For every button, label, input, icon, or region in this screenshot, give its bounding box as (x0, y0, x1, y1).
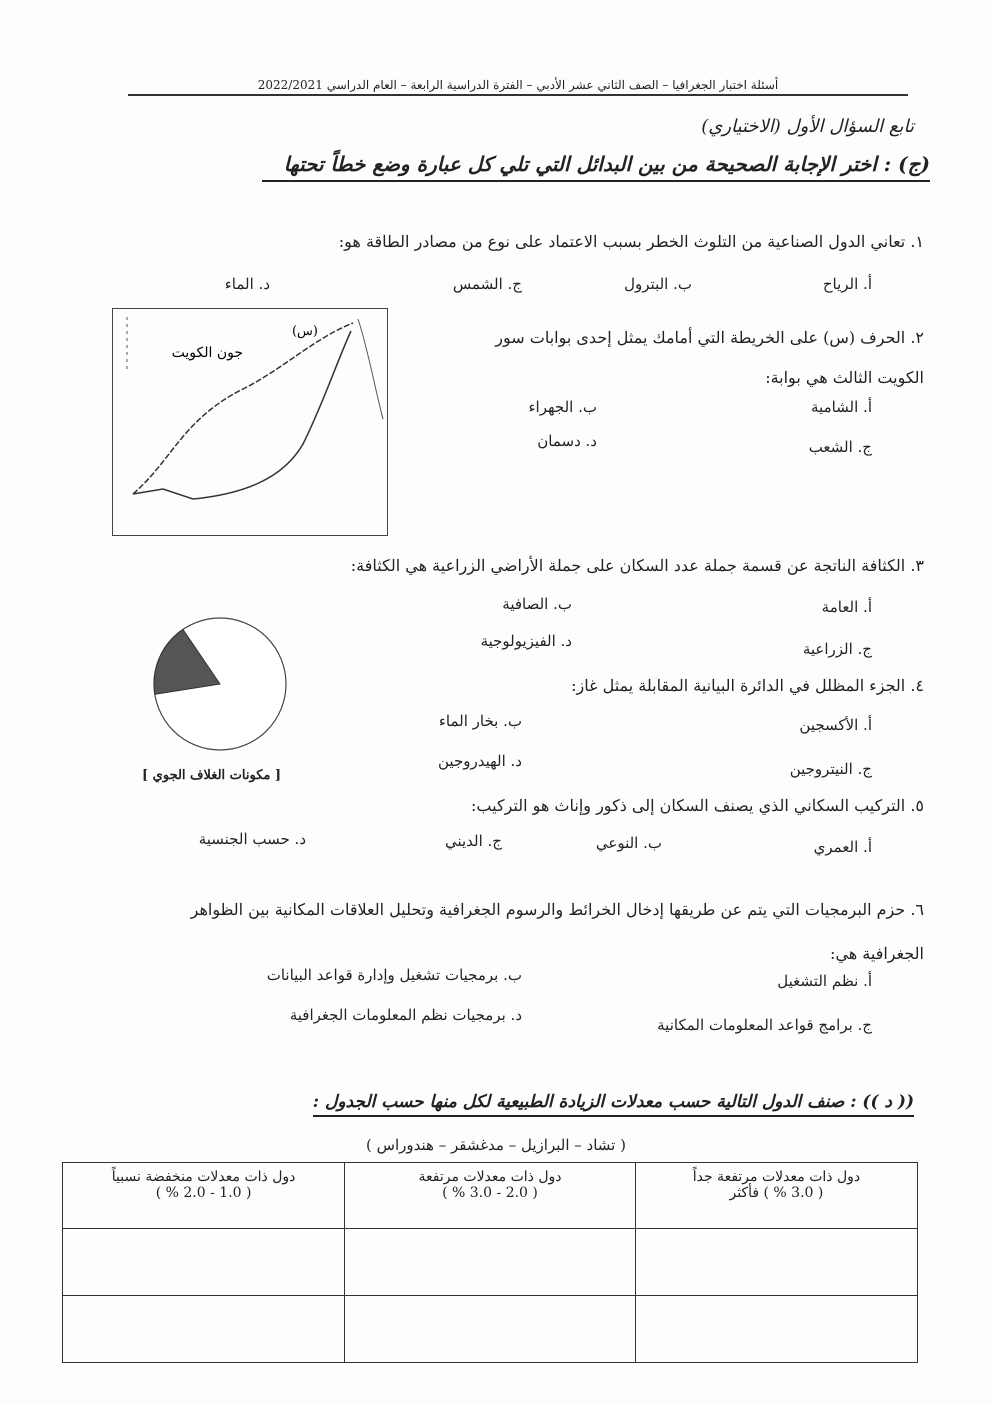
answer-cell[interactable] (63, 1229, 345, 1296)
q6-option-a[interactable]: أ. نظم التشغيل (777, 972, 872, 990)
question-3: ٣. الكثافة الناتجة عن قسمة جملة عدد السكان على جملة الأراضي الزراعية هي الكثافة: (350, 556, 924, 575)
q4-option-c[interactable]: ج. النيتروجين (789, 760, 872, 778)
q2-option-a[interactable]: أ. الشامية (811, 398, 872, 416)
column-range: ( 3.0 % ) فأكثر (729, 1185, 824, 1201)
instruction-text: (ج) : اختر الإجابة الصحيحة من بين البدائل التي تلي كل عبارة وضع خطاً تحتها (262, 152, 930, 182)
column-title: دول ذات معدلات مرتفعة جداً (692, 1169, 861, 1185)
map-label-kuwait-bay: جون الكويت (171, 345, 243, 361)
column-very-high (635, 1163, 917, 1229)
answer-cell[interactable] (635, 1229, 917, 1296)
kuwait-wall-map (112, 308, 388, 536)
column-title: دول ذات معدلات منخفضة نسبياً (111, 1169, 296, 1185)
q5-option-c[interactable]: ج. الديني (444, 832, 502, 850)
q6-option-b[interactable]: ب. برمجيات تشغيل وإدارة قواعد البيانات (266, 966, 522, 984)
q4-option-b[interactable]: ب. بخار الماء (438, 712, 522, 730)
column-range: ( 2.0 - 3.0 % ) (442, 1185, 538, 1201)
q3-option-c[interactable]: ج. الزراعية (802, 640, 872, 658)
section-title: تابع السؤال الأول (الاختياري) (701, 116, 914, 137)
answer-cell[interactable] (345, 1296, 636, 1363)
question-6: ٦. حزم البرمجيات التي يتم عن طريقها إدخال الخرائط والرسوم الجغرافية وتحليل العلاقات المكانية بين الظواهر الجغرافية هي: (190, 900, 924, 963)
q6-option-d[interactable]: د. برمجيات نظم المعلومات الجغرافية (289, 1006, 522, 1024)
column-title: دول ذات معدلات مرتفعة (418, 1169, 562, 1185)
q5-option-d[interactable]: د. حسب الجنسية (198, 830, 306, 848)
q1-option-b[interactable]: ب. البترول (624, 275, 692, 293)
table-row (63, 1229, 918, 1296)
map-label-s: (س) (291, 324, 318, 339)
question-5: ٥. التركيب السكاني الذي يصنف السكان إلى ذكور وإناث هو التركيب: (471, 796, 924, 815)
question-4: ٤. الجزء المظلل في الدائرة البيانية المقابلة يمثل غاز: (571, 676, 924, 695)
classification-table (62, 1162, 918, 1363)
q2-option-b[interactable]: ب. الجهراء (528, 398, 597, 416)
q2-option-d[interactable]: د. دسمان (537, 432, 597, 450)
q5-option-a[interactable]: أ. العمري (813, 838, 872, 856)
column-range: ( 1.0 - 2.0 % ) (155, 1185, 252, 1201)
answer-cell[interactable] (345, 1229, 636, 1296)
q5-option-b[interactable]: ب. النوعي (595, 834, 662, 852)
q2-option-c[interactable]: ج. الشعب (808, 438, 872, 456)
q4-option-a[interactable]: أ. الأكسجين (799, 716, 872, 734)
q1-option-a[interactable]: أ. الرياح (822, 275, 872, 293)
q3-option-d[interactable]: د. الفيزيولوجية (480, 632, 572, 650)
q3-option-a[interactable]: أ. العامة (821, 598, 872, 616)
q6-option-c[interactable]: ج. برامج قواعد المعلومات المكانية (657, 1016, 872, 1034)
question-2: ٢. الحرف (س) على الخريطة التي أمامك يمثل إحدى بوابات سور الكويت الثالث هي بوابة: (495, 328, 924, 387)
kuwait-wall-map-drawing (113, 309, 387, 535)
q4-option-d[interactable]: د. الهيدروجين (438, 752, 522, 770)
pie-caption: [ مكونات الغلاف الجوي ] (142, 768, 282, 783)
table-header-row (63, 1163, 918, 1229)
column-relatively-low (63, 1163, 345, 1229)
atmosphere-pie-chart (148, 612, 292, 756)
countries-list: ( تشاد – البرازيل – مدغشقر – هندوراس ) (366, 1136, 626, 1154)
q1-option-c[interactable]: ج. الشمس (452, 275, 522, 293)
question-1: ١. تعاني الدول الصناعية من التلوث الخطر بسبب الاعتماد على نوع من مصادر الطاقة هو: (338, 232, 924, 251)
answer-cell[interactable] (635, 1296, 917, 1363)
section-d-title: (( د )) : صنف الدول التالية حسب معدلات الزيادة الطبيعية لكل منها حسب الجدول : (313, 1092, 914, 1117)
q1-option-d[interactable]: د. الماء (224, 275, 270, 293)
answer-cell[interactable] (63, 1296, 345, 1363)
q3-option-b[interactable]: ب. الصافية (502, 595, 572, 613)
table-row (63, 1296, 918, 1363)
column-high (345, 1163, 636, 1229)
exam-header-line: أسئلة اختبار الجغرافيا – الصف الثاني عشر الأدبي – الفترة الدراسية الرابعة – العام الدراسي 2022/2021 (128, 78, 908, 96)
